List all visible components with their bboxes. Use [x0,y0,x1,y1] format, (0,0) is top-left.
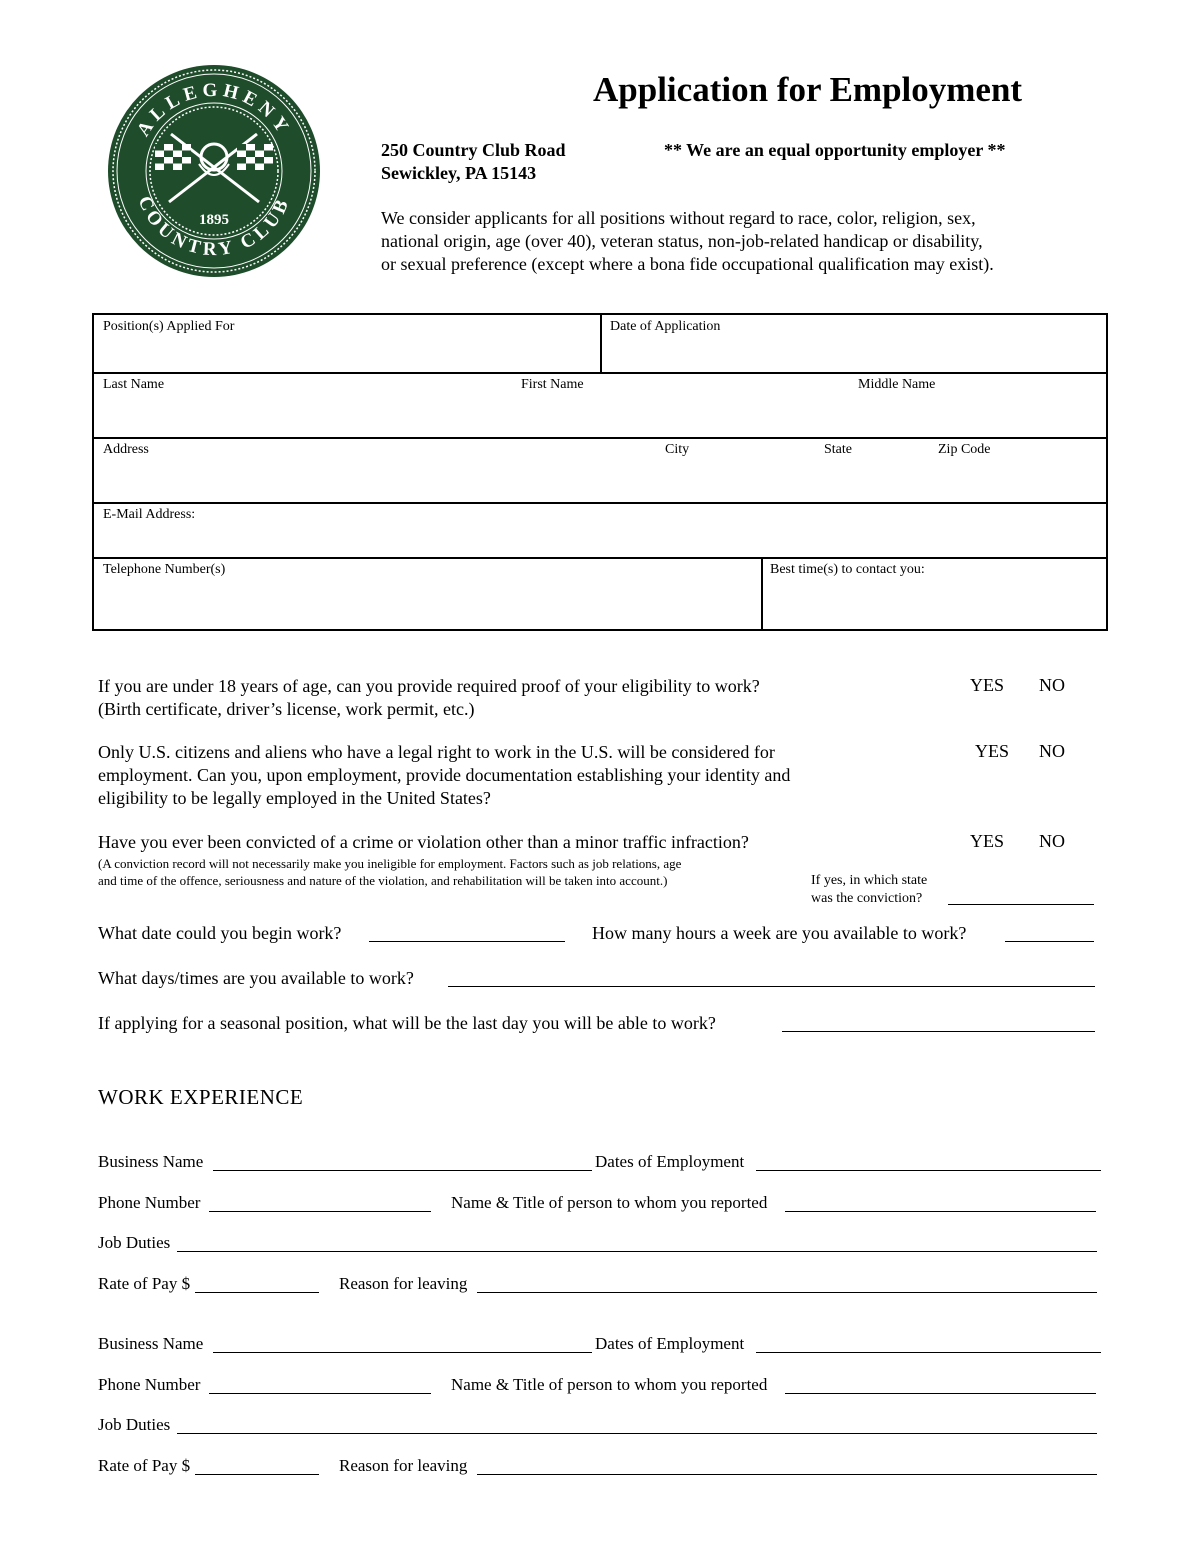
first-name-field[interactable]: First Name [521,377,584,392]
q3-no-option[interactable]: NO [1039,831,1065,851]
email-field[interactable]: E-Mail Address: [103,507,196,522]
address-line1: 250 Country Club Road [381,140,566,160]
middle-name-field[interactable]: Middle Name [858,377,936,392]
reported-to-label-1: Name & Title of person to whom you reported [451,1193,768,1212]
conviction-state-label-line2: was the conviction? [811,891,923,906]
rate-label-1: Rate of Pay $ [98,1274,191,1293]
duties-label-2: Job Duties [98,1415,171,1434]
days-times-input[interactable] [448,986,1095,987]
logo-top-text: ALLEGHENY [132,79,296,141]
rate-input-2[interactable] [195,1474,319,1475]
phone-input-1[interactable] [209,1211,431,1212]
duties-input-2[interactable] [177,1433,1097,1434]
work-experience-heading: WORK EXPERIENCE [98,1085,304,1109]
days-times-label: What days/times are you available to work? [98,968,414,988]
seasonal-label: If applying for a seasonal position, what will be the last day you will be able to work? [98,1013,716,1033]
city-field[interactable]: City [665,442,690,457]
question-work-authorization-line2: employment. Can you, upon employment, provide documentation establishing your identity and [98,765,791,785]
phone-label-1: Phone Number [98,1193,201,1212]
rate-input-1[interactable] [195,1292,319,1293]
question-eligibility: If you are under 18 years of age, can you provide required proof of your eligibility to work? [98,676,760,696]
dates-label-1: Dates of Employment [595,1152,745,1171]
eeo-statement: ** We are an equal opportunity employer ** [664,140,1006,160]
business-name-input-1[interactable] [213,1170,592,1171]
best-time-field[interactable]: Best time(s) to contact you: [770,562,925,577]
allegheny-country-club-logo [107,64,321,278]
state-field[interactable]: State [824,442,852,457]
page-title: Application for Employment [593,70,1023,109]
address-line2: Sewickley, PA 15143 [381,163,537,183]
zip-code-field[interactable]: Zip Code [938,442,991,457]
reason-input-2[interactable] [477,1474,1097,1475]
q2-yes-option[interactable]: YES [975,741,1010,761]
question-conviction: Have you ever been convicted of a crime or violation other than a minor traffic infraction? [98,832,749,852]
flag-left-icon [155,144,191,170]
reported-to-input-1[interactable] [785,1211,1096,1212]
reason-label-2: Reason for leaving [339,1456,468,1475]
conviction-state-input[interactable] [948,904,1094,905]
begin-work-label: What date could you begin work? [98,923,342,943]
applicant-info-box [92,313,1108,631]
q2-no-option[interactable]: NO [1039,741,1065,761]
dates-label-2: Dates of Employment [595,1334,745,1353]
dates-input-2[interactable] [756,1352,1101,1353]
business-name-label-1: Business Name [98,1152,204,1171]
rate-label-2: Rate of Pay $ [98,1456,191,1475]
conviction-state-label: If yes, in which state [811,873,928,888]
nondiscrimination-statement: We consider applicants for all positions without regard to race, color, religion, sex, national origin, age (over 40), veteran status, non-job-related handicap or disability, or sexual preference (except where a bona fide occupational qualification may exist). [381,208,994,274]
reported-to-input-2[interactable] [785,1393,1096,1394]
q1-yes-option[interactable]: YES [970,675,1005,695]
begin-work-input[interactable] [369,941,565,942]
last-name-field[interactable]: Last Name [103,377,165,392]
position-field[interactable]: Position(s) Applied For [103,319,235,334]
dates-input-1[interactable] [756,1170,1101,1171]
business-name-input-2[interactable] [213,1352,592,1353]
question-work-authorization: Only U.S. citizens and aliens who have a legal right to work in the U.S. will be considered for [98,742,775,762]
hours-input[interactable] [1005,941,1094,942]
logo-bottom-text: COUNTRY CLUB [133,193,295,261]
question-eligibility-note: (Birth certificate, driver’s license, work permit, etc.) [98,699,475,719]
conviction-note-line1: (A conviction record will not necessarily make you ineligible for employment. Factors such as job relations, age [98,856,682,871]
q1-no-option[interactable]: NO [1039,675,1065,695]
duties-input-1[interactable] [177,1251,1097,1252]
phone-input-2[interactable] [209,1393,431,1394]
reason-input-1[interactable] [477,1292,1097,1293]
reported-to-label-2: Name & Title of person to whom you reported [451,1375,768,1394]
flag-right-icon [237,144,273,170]
reason-label-1: Reason for leaving [339,1274,468,1293]
duties-label-1: Job Duties [98,1233,171,1252]
conviction-note-line2: and time of the offence, seriousness and nature of the violation, and rehabilitation will be taken into account.) [98,873,668,888]
date-of-application-field[interactable]: Date of Application [610,319,721,334]
q3-yes-option[interactable]: YES [970,831,1005,851]
logo-year: 1895 [199,212,229,228]
hours-label: How many hours a week are you available to work? [592,923,967,943]
address-field[interactable]: Address [103,442,149,457]
phone-label-2: Phone Number [98,1375,201,1394]
seasonal-last-day-input[interactable] [782,1031,1095,1032]
telephone-field[interactable]: Telephone Number(s) [103,562,226,577]
question-work-authorization-line3: eligibility to be legally employed in the United States? [98,788,491,808]
business-name-label-2: Business Name [98,1334,204,1353]
